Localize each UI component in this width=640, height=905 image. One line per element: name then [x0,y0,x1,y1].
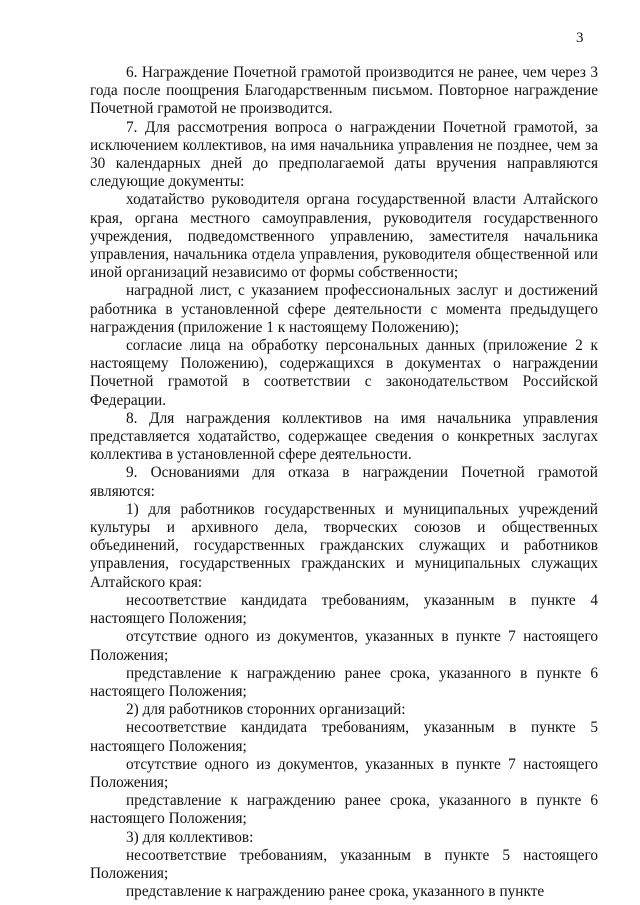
item-petition: ходатайство руководителя органа государственной власти Алтайского края, органа местного самоуправления, руководителя государственного учреждения, подведомственного управлению, заместителя начальника управления, начальника отдела управления, руководителя общественной или иной организаций независимо от формы собственности; [90,191,598,282]
subpoint-1: 1) для работников государственных и муниципальных учреждений культуры и архивного дела, творческих союзов и общественных объединений, государственных гражданских служащих и работников управления, государственных гражданских и муниципальных служащих Алтайского края: [90,500,598,591]
list-item: представление к награждению ранее срока, указанного в пункте [126,883,545,901]
list-item: несоответствие кандидата требованиям, указанным в пункте 4 настоящего Положения; [90,591,598,628]
page-number: 3 [576,30,584,46]
subpoint-3: 3) для коллективов: [126,828,254,846]
list-item: представление к награждению ранее срока, указанного в пункте 6 настоящего Положения; [90,792,598,828]
paragraph-7: 7. Для рассмотрения вопроса о награждении Почетной грамотой, за исключением коллективов, на имя начальника управления не позднее, чем за 30 календарных дней до предполагаемой даты вручения направляются следующие документы: [90,118,598,191]
paragraph-9: 9. Основаниями для отказа в награждении Почетной грамотой являются: [90,464,598,500]
paragraph-6: 6. Награждение Почетной грамотой производится не ранее, чем через 3 года после поощрения Благодарственным письмом. Повторное награждение Почетной грамотой не производится. [90,64,598,118]
item-consent: согласие лица на обработку персональных данных (приложение 2 к настоящему Положению), содержащихся в документах о награждении Почетной грамотой в соответствии с законодательством Российской Федерации. [90,337,598,409]
paragraph-8: 8. Для награждения коллективов на имя начальника управления представляется ходатайство, содержащее сведения о конкретных заслугах коллектива в установленной сфере деятельности. [90,409,598,464]
list-item: несоответствие кандидата требованиям, указанным в пункте 5 настоящего Положения; [90,719,598,755]
subpoint-2: 2) для работников сторонних организаций: [126,701,406,719]
list-item: отсутствие одного из документов, указанных в пункте 7 настоящего Положения; [90,628,598,664]
list-item: отсутствие одного из документов, указанных в пункте 7 настоящего Положения; [90,755,598,791]
list-item: несоответствие требованиям, указанным в пункте 5 настоящего Положения; [90,846,598,882]
item-award-sheet: наградной лист, с указанием профессиональных заслуг и достижений работника в установленной сфере деятельности с момента предыдущего награждения (приложение 1 к настоящему Положению); [90,282,598,336]
document-body [90,64,598,901]
list-item: представление к награждению ранее срока, указанного в пункте 6 настоящего Положения; [90,664,598,700]
